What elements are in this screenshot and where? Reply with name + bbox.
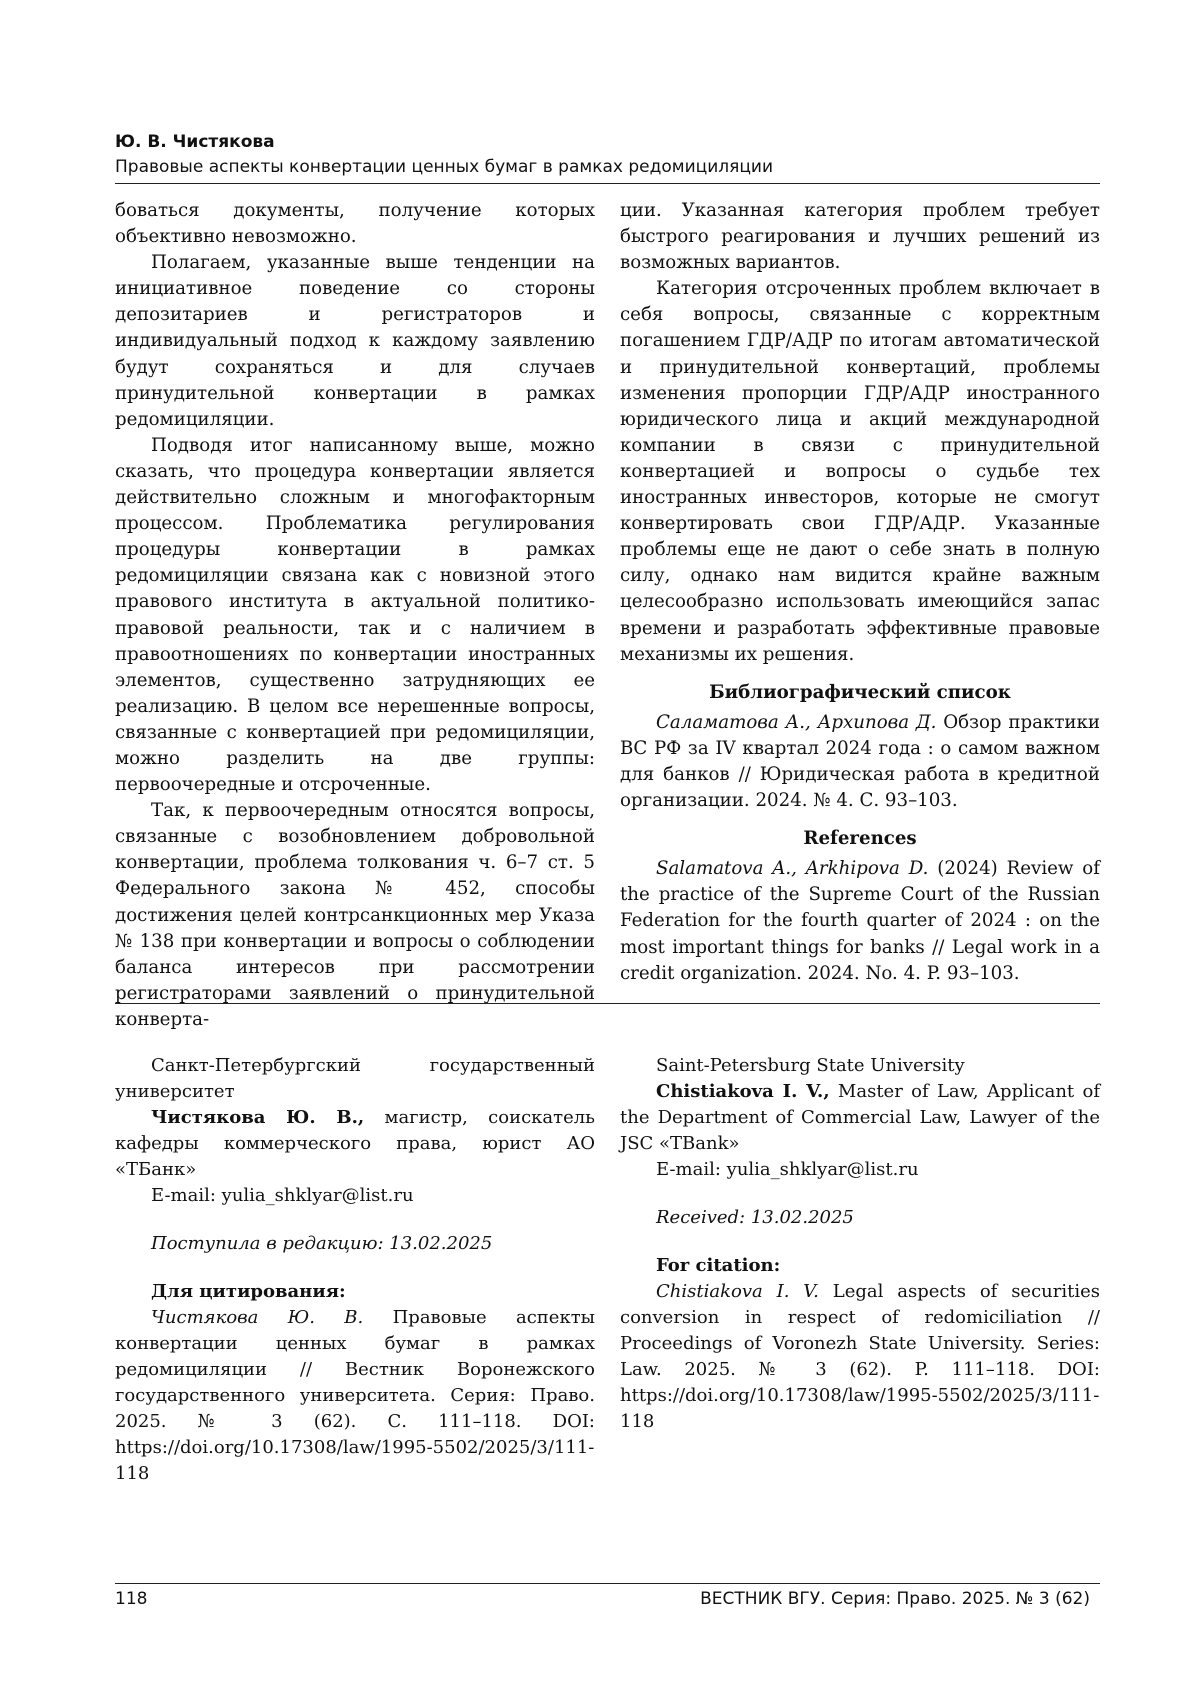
author-desc-en: Master of Law, Applicant of the Department of Commercial Law, Lawyer of the JSC «TBank» (620, 1081, 1100, 1154)
left-paragraph-4: Так, к первоочередным относятся вопросы, связанные с возобновлением добровольной конвертации, проблема толкования ч. 6–7 ст. 5 Федерального закона № 452, способы достижения целей контрсанкционных мер Указа № 138 при конвертации и вопросы о соблюдении баланса интересов при рассмотрении регистраторами заявлений о принудительной конверта- (115, 800, 595, 1030)
author-name-ru: Чистякова Ю. В., (151, 1107, 365, 1128)
references-entry (620, 856, 1100, 986)
bibliography-authors: Саламатова А., Архипова Д. (656, 711, 937, 733)
citation-heading-ru: Для цитирования: (151, 1281, 346, 1302)
citation-text-ru: Правовые аспекты конвертации ценных бумаг в рамках редомициляции // Вестник Воронежского государственного университета. Серия: Право. 2025. № 3 (62). С. 111–118. DOI: https://doi.org/10.17308/law/1995-5502/2025/3/111-118 (115, 1307, 595, 1484)
references-authors: Salamatova A., Arkhipova D. (656, 858, 929, 880)
citation-author-en: Chistiakova I. V. (656, 1281, 819, 1302)
email-en: E-mail: yulia_shklyar@list.ru (656, 1159, 919, 1180)
citation-ru (115, 1305, 595, 1487)
bibliography-text: Обзор практики ВС РФ за IV квартал 2024 года : о самом важном для банков // Юридическая работа в кредитной организации. 2024. № 4. С. 93–103. (620, 711, 1100, 812)
section-rule (115, 1003, 1100, 1004)
affiliation-en (620, 1053, 1100, 1435)
left-paragraph-3: Подводя итог написанному выше, можно сказать, что процедура конвертации является действительно сложным и многофакторным процессом. Проблематика регулирования процедуры конвертации в рамках редомициляции связана как с новизной этого правового института в актуальной политико-правовой реальности, так и с наличием в правоотношениях по конвертации иностранных элементов, существенно затрудняющих ее реализацию. В целом все нерешенные вопросы, связанные с конвертацией при редомициляции, можно разделить на две группы: первоочередные и отсроченные. (115, 434, 595, 796)
received-en: Received: 13.02.2025 (656, 1207, 854, 1228)
university-ru: Санкт-Петербургский государственный университет (115, 1055, 595, 1102)
left-paragraph-2: Полагаем, указанные выше тенденции на инициативное поведение со стороны депозитариев и регистраторов и индивидуальный подход к каждому заявлению будут сохраняться и для случаев принудительной конвертации в рамках редомициляции. (115, 252, 595, 430)
university-en: Saint-Petersburg State University (656, 1055, 965, 1076)
bibliography-entry (620, 710, 1100, 814)
bibliography-heading: Библиографический список (709, 681, 1011, 703)
page-number: 118 (115, 1589, 148, 1609)
left-column (115, 198, 595, 1033)
author-name-en: Chistiakova I. V., (656, 1081, 830, 1102)
right-column (620, 198, 1100, 987)
email-ru: E-mail: yulia_shklyar@list.ru (151, 1185, 414, 1206)
running-head-title: Правовые аспекты конвертации ценных бумаг в рамках редомициляции (115, 157, 774, 177)
received-ru: Поступила в редакцию: 13.02.2025 (151, 1233, 493, 1254)
footer-rule (115, 1583, 1100, 1584)
references-heading: References (803, 828, 917, 850)
citation-text-en: Legal aspects of securities conversion in respect of redomiciliation // Proceedings of Voronezh State University. Series: Law. 2025. № 3 (62). P. 111–118. DOI: https://doi.org/10.17308/law/1995-5502/2025/3/111-118 (620, 1281, 1100, 1432)
affiliation-ru (115, 1053, 595, 1487)
author-info-en (620, 1079, 1100, 1157)
author-info-ru (115, 1105, 595, 1183)
header-rule (115, 183, 1100, 184)
right-paragraph-2: Категория отсроченных проблем включает в себя вопросы, связанные с корректным погашением ГДР/АДР по итогам автоматической и принудительной конвертаций, проблемы изменения пропорции ГДР/АДР иностранного юридического лица и акций международной компании в связи с принудительной конвертацией и вопросы о судьбе тех иностранных инвесторов, которые не смогут конвертировать свои ГДР/АДР. Указанные проблемы еще не дают о себе знать в полную силу, однако нам видится крайне важным целесообразно использовать имеющийся запас времени и разработать эффективные правовые механизмы их решения. (620, 278, 1100, 665)
references-text: (2024) Review of the practice of the Supreme Court of the Russian Federation for the fourth quarter of 2024 : on the most important things for banks // Legal work in a credit organization. 2024. No. 4. P. 93–103. (620, 858, 1100, 984)
right-paragraph-1: ции. Указанная категория проблем требует быстрого реагирования и лучших решений из возможных вариантов. (620, 200, 1100, 274)
left-paragraph-1: боваться документы, получение которых объективно невозможно. (115, 200, 595, 248)
citation-author-ru: Чистякова Ю. В. (151, 1307, 364, 1328)
citation-heading-en: For citation: (656, 1255, 781, 1276)
journal-footer: ВЕСТНИК ВГУ. Серия: Право. 2025. № 3 (62) (700, 1589, 1090, 1609)
author-desc-ru: магистр, соискатель кафедры коммерческого права, юрист АО «ТБанк» (115, 1107, 595, 1180)
citation-en (620, 1279, 1100, 1435)
running-head-author: Ю. В. Чистякова (115, 132, 275, 152)
